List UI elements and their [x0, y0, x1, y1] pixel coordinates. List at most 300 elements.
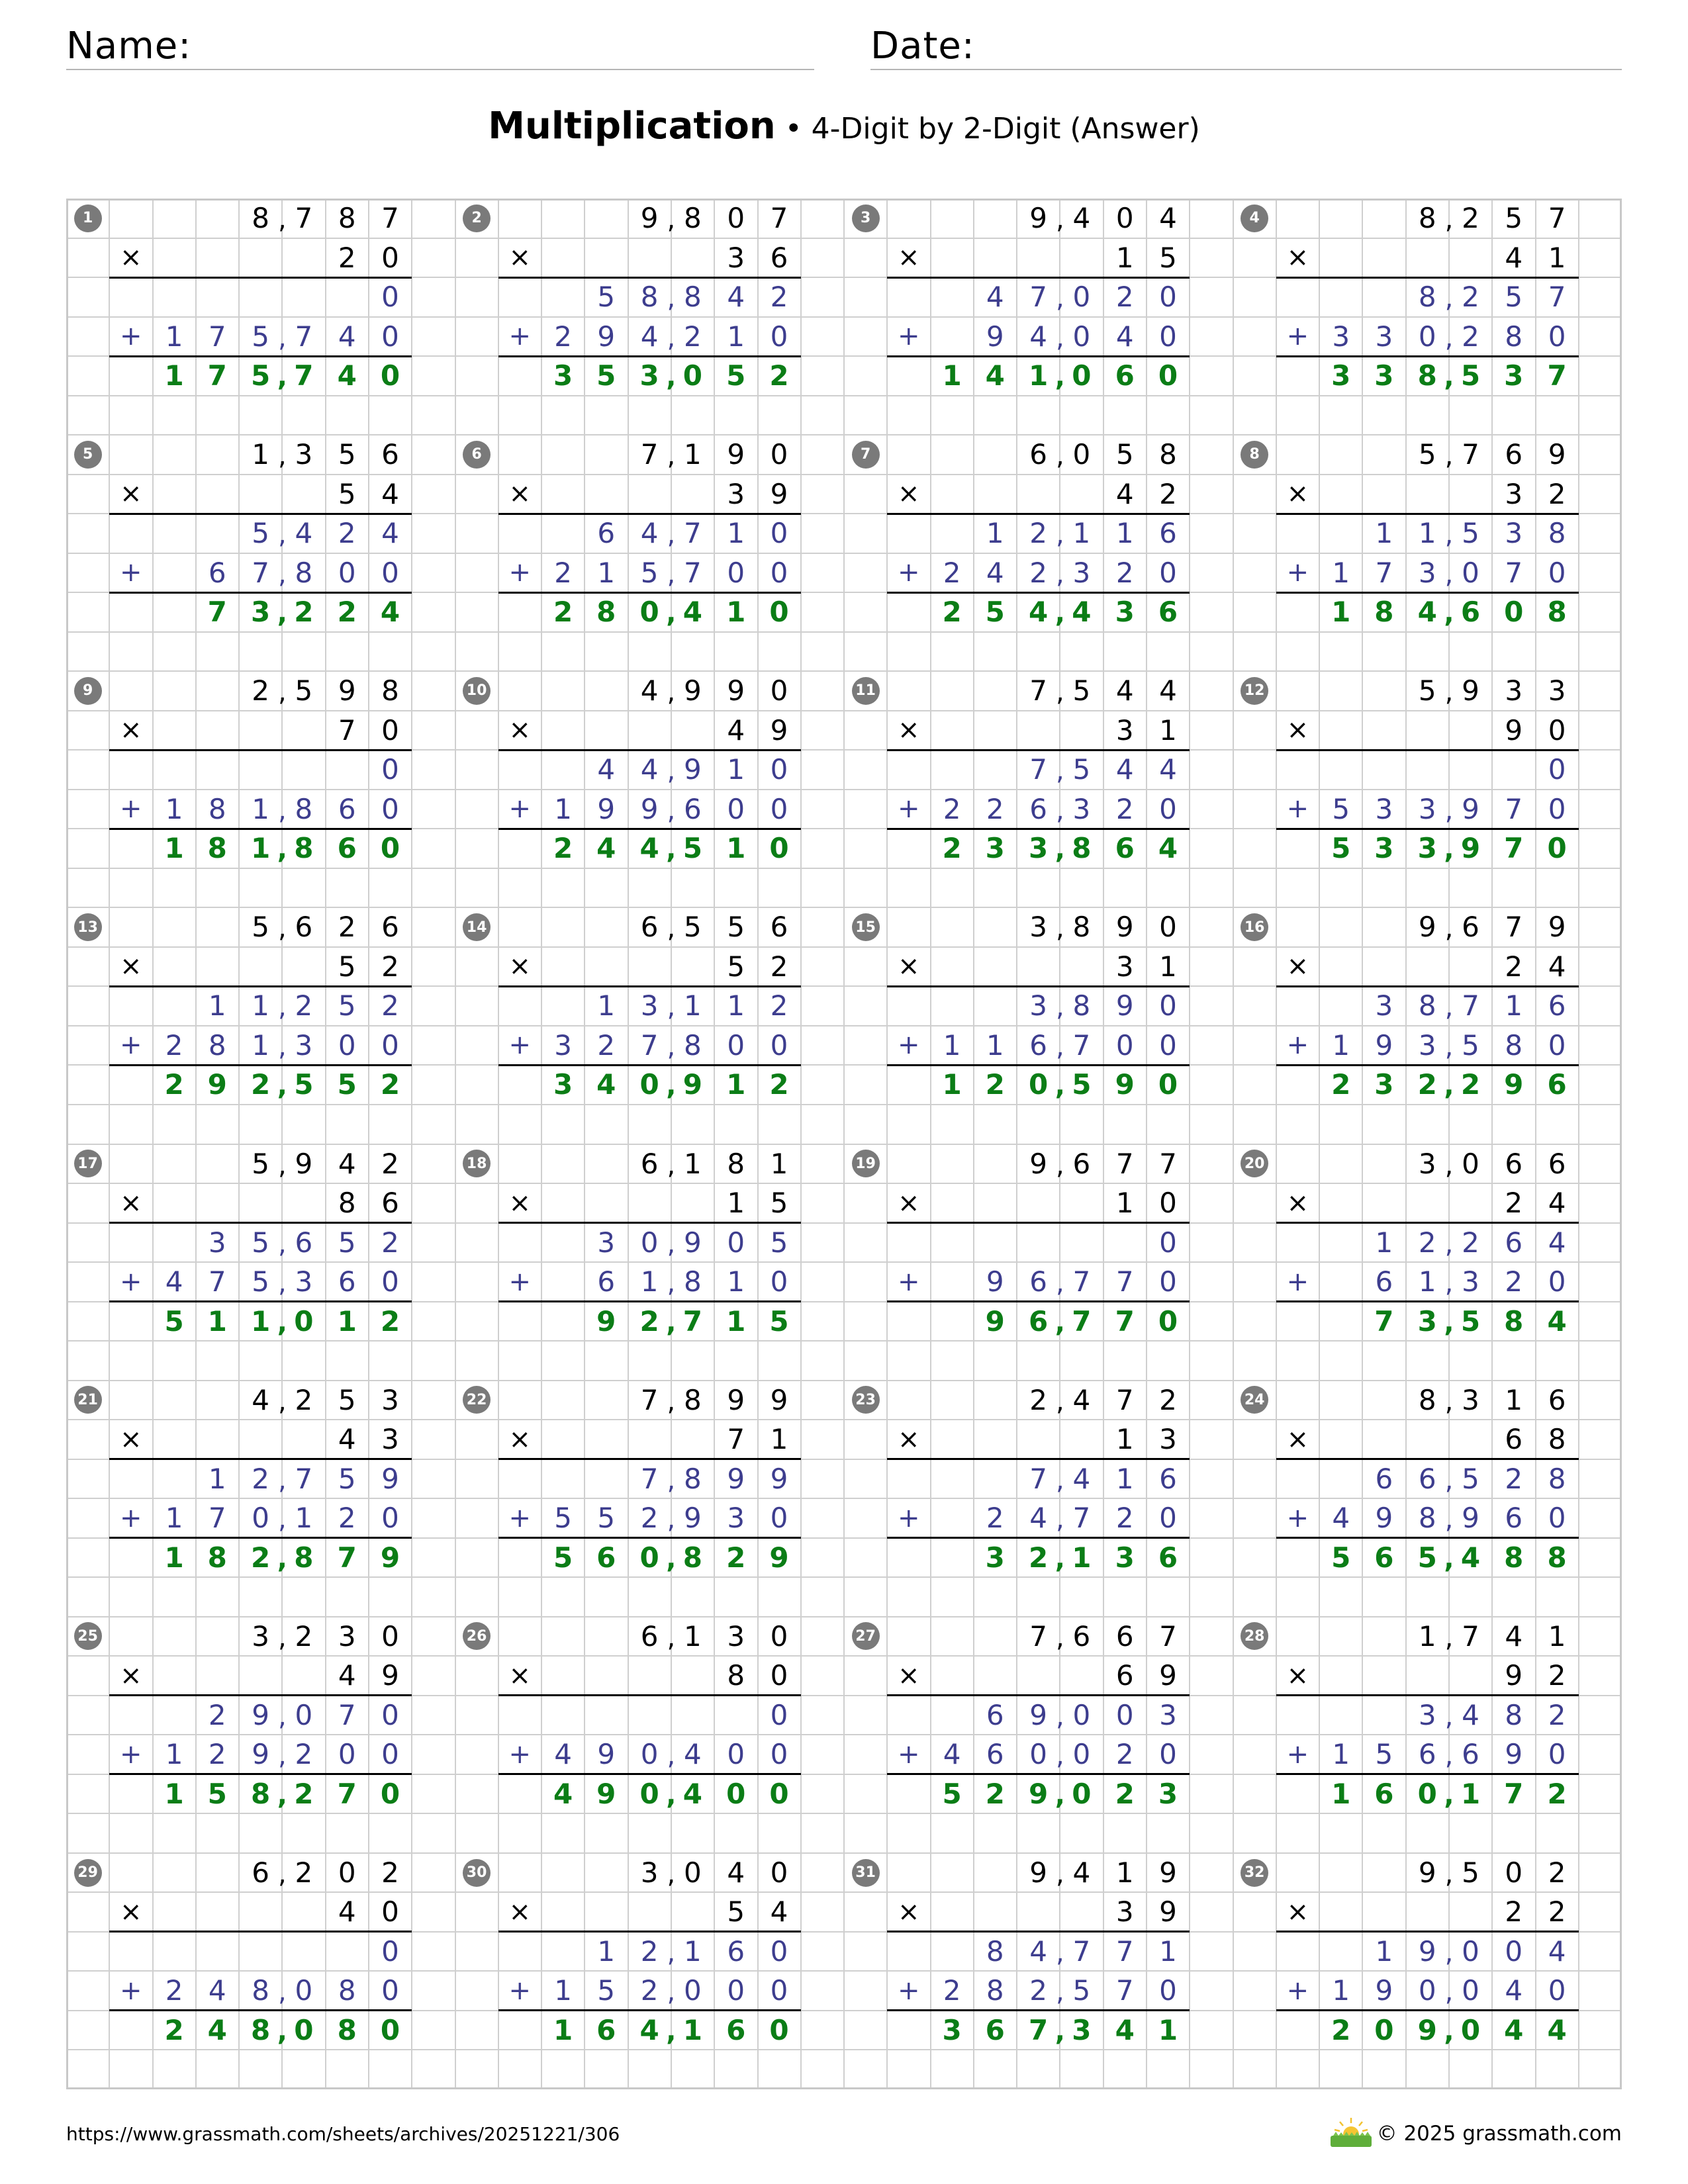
thousands-separator: , — [1055, 1071, 1065, 1102]
ans-digit: 1 — [250, 832, 271, 865]
plus-sign: + — [898, 1502, 920, 1533]
thousands-separator: , — [1056, 520, 1064, 551]
problem-number-badge: 26 — [463, 1622, 491, 1650]
thousands-separator: , — [278, 1858, 287, 1889]
top-digit: 5 — [1072, 674, 1091, 707]
times-sign: × — [120, 242, 142, 273]
times-sign: × — [898, 951, 920, 982]
p2-digit: 3 — [295, 1265, 313, 1298]
p2-digit: 4 — [338, 320, 356, 353]
p2-digit: 6 — [338, 792, 356, 825]
p2-digit: 2 — [338, 1502, 356, 1535]
top-digit: 2 — [252, 674, 269, 707]
p1-digit: 5 — [338, 989, 356, 1023]
p2-digit: 4 — [1115, 320, 1134, 353]
ans-digit: 0 — [380, 1777, 400, 1810]
sum-rule — [498, 828, 801, 830]
multiplication-rule — [887, 513, 1190, 515]
p1-digit: 1 — [1505, 989, 1523, 1023]
top-digit: 1 — [1505, 1383, 1523, 1416]
top-digit: 6 — [1462, 911, 1479, 944]
multiplication-rule — [1276, 1931, 1579, 1933]
thousands-separator: , — [667, 1386, 676, 1417]
p1-digit: 6 — [295, 1226, 313, 1259]
multiplication-rule — [1276, 1458, 1579, 1460]
p1-digit: 1 — [727, 517, 745, 550]
ans-digit: 1 — [1460, 1777, 1481, 1810]
thousands-separator: , — [278, 992, 287, 1023]
multiplication-rule — [109, 1931, 412, 1933]
top-digit: 7 — [1505, 911, 1523, 944]
top-digit: 0 — [1072, 438, 1091, 471]
plus-sign: + — [1286, 1739, 1309, 1770]
thousands-separator: , — [1444, 1150, 1454, 1181]
p1-digit: 4 — [1548, 1934, 1566, 1968]
thousands-separator: , — [1056, 283, 1064, 314]
thousands-separator: , — [667, 677, 676, 708]
ans-digit: 7 — [1028, 2013, 1049, 2046]
plus-sign: + — [898, 557, 920, 588]
thousands-separator: , — [1055, 362, 1065, 393]
thousands-separator: , — [667, 756, 676, 787]
problem-number-badge: 14 — [463, 913, 491, 941]
plus-sign: + — [1286, 794, 1309, 825]
ans-digit: 4 — [1115, 2013, 1135, 2046]
p1-digit: 1 — [208, 989, 226, 1023]
multiplication-rule — [887, 1222, 1190, 1224]
multiplication-rule — [1276, 749, 1579, 751]
p1-digit: 7 — [1029, 753, 1047, 786]
plus-sign: + — [120, 321, 142, 352]
thousands-separator: , — [278, 1701, 287, 1732]
ans-digit: 6 — [1374, 1541, 1394, 1574]
ans-digit: 7 — [337, 1541, 357, 1574]
ans-digit: 0 — [294, 1304, 314, 1338]
top-digit: 3 — [1029, 911, 1047, 944]
p1-digit: 9 — [1115, 989, 1134, 1023]
p2-digit: 1 — [252, 1028, 269, 1062]
ans-digit: 8 — [207, 832, 227, 865]
ans-digit: 5 — [726, 359, 746, 392]
problem-number-badge: 15 — [852, 913, 880, 941]
multiplication-rule — [887, 985, 1190, 987]
top-digit: 9 — [727, 1383, 745, 1416]
top-digit: 5 — [252, 1147, 269, 1180]
problem-number-badge: 29 — [74, 1859, 102, 1887]
ans-digit: 0 — [1158, 1304, 1178, 1338]
p2-digit: 0 — [770, 1502, 788, 1535]
ans-digit: 6 — [726, 2013, 746, 2046]
thousands-separator: , — [1055, 2016, 1065, 2047]
p2-digit: 9 — [640, 792, 659, 825]
top-digit: 3 — [338, 1619, 356, 1653]
name-label: Name: — [66, 24, 192, 68]
p2-digit: 1 — [943, 1028, 961, 1062]
ans-digit: 7 — [1504, 832, 1524, 865]
p2-digit: 2 — [1115, 1738, 1134, 1771]
p2-digit: 3 — [1418, 1028, 1436, 1062]
mul-digit: 5 — [770, 1187, 788, 1219]
p2-digit: 0 — [1548, 1028, 1566, 1062]
p1-digit: 6 — [727, 1934, 745, 1968]
top-digit: 0 — [684, 1856, 702, 1889]
ans-digit: 8 — [1072, 832, 1092, 865]
thousands-separator: , — [278, 1228, 287, 1259]
p1-digit: 8 — [1505, 1698, 1523, 1731]
top-digit: 9 — [640, 202, 659, 234]
ans-digit: 6 — [1460, 596, 1481, 629]
top-digit: 9 — [1115, 911, 1134, 944]
p2-digit: 3 — [554, 1028, 572, 1062]
ans-digit: 0 — [1158, 359, 1178, 392]
p1-digit: 0 — [381, 1698, 399, 1731]
ans-digit: 9 — [596, 1304, 616, 1338]
ans-digit: 5 — [207, 1777, 227, 1810]
p2-digit: 4 — [1505, 1974, 1523, 2007]
multiplication-rule — [498, 1222, 801, 1224]
p2-digit: 0 — [1159, 1028, 1177, 1062]
thousands-separator: , — [1056, 1386, 1064, 1417]
p2-digit: 0 — [338, 1028, 356, 1062]
p2-digit: 6 — [1029, 1028, 1047, 1062]
p2-digit: 0 — [1159, 320, 1177, 353]
ans-digit: 4 — [1547, 1304, 1567, 1338]
p2-digit: 8 — [338, 1974, 356, 2007]
ans-digit: 2 — [639, 1304, 659, 1338]
top-digit: 4 — [1072, 202, 1091, 234]
multiplication-rule — [498, 1458, 801, 1460]
mul-digit: 2 — [381, 950, 399, 983]
top-digit: 7 — [1115, 1147, 1134, 1180]
plus-sign: + — [1286, 1266, 1309, 1297]
problem-number-badge: 3 — [852, 205, 880, 232]
top-digit: 7 — [381, 202, 399, 234]
p1-digit: 8 — [1072, 989, 1091, 1023]
top-digit: 4 — [252, 1383, 269, 1416]
top-digit: 8 — [1159, 438, 1177, 471]
ans-digit: 5 — [337, 1068, 357, 1101]
plus-sign: + — [120, 1739, 142, 1770]
sum-rule — [887, 1773, 1190, 1775]
p1-digit: 4 — [381, 517, 399, 550]
thousands-separator: , — [1444, 1780, 1454, 1811]
p1-digit: 3 — [1418, 1698, 1436, 1731]
ans-digit: 9 — [207, 1068, 227, 1101]
p2-digit: 6 — [1418, 1738, 1436, 1771]
p2-digit: 2 — [640, 1502, 659, 1535]
top-digit: 3 — [640, 1856, 659, 1889]
top-digit: 5 — [338, 1383, 356, 1416]
times-sign: × — [1286, 478, 1309, 510]
p2-digit: 6 — [597, 1265, 616, 1298]
footer-url[interactable]: https://www.grassmath.com/sheets/archives/20251221/306 — [66, 2123, 620, 2145]
p2-digit: 0 — [1548, 320, 1566, 353]
thousands-separator: , — [1444, 2016, 1454, 2047]
problem-number-badge: 23 — [852, 1386, 880, 1414]
ans-digit: 6 — [596, 2013, 616, 2046]
p1-digit: 7 — [1115, 1934, 1134, 1968]
p2-digit: 2 — [986, 792, 1004, 825]
problem-number-badge: 27 — [852, 1622, 880, 1650]
sum-rule — [498, 592, 801, 594]
plus-sign: + — [1286, 557, 1309, 588]
thousands-separator: , — [277, 1780, 287, 1811]
p1-digit: 9 — [1418, 1934, 1436, 1968]
p2-digit: 2 — [295, 1738, 313, 1771]
p1-digit: 5 — [1462, 1462, 1479, 1495]
p2-digit: 8 — [295, 556, 313, 589]
top-digit: 1 — [252, 438, 269, 471]
ans-digit: 3 — [942, 2013, 962, 2046]
mul-digit: 4 — [338, 1659, 356, 1692]
mul-digit: 3 — [1115, 950, 1134, 983]
p2-digit: 6 — [986, 1738, 1004, 1771]
sum-rule — [1276, 1064, 1579, 1066]
p1-digit: 2 — [1462, 1226, 1479, 1259]
times-sign: × — [1286, 1424, 1309, 1455]
p1-digit: 4 — [640, 517, 659, 550]
title-main: Multiplication — [488, 105, 776, 148]
top-digit: 5 — [1505, 202, 1523, 234]
p2-digit: 6 — [684, 792, 702, 825]
p2-digit: 7 — [684, 556, 702, 589]
top-digit: 8 — [727, 1147, 745, 1180]
p2-digit: 9 — [986, 1265, 1004, 1298]
top-digit: 6 — [1115, 1619, 1134, 1653]
p1-digit: 4 — [986, 281, 1004, 313]
top-digit: 9 — [1029, 1147, 1047, 1180]
p1-digit: 2 — [381, 989, 399, 1023]
p1-digit: 1 — [1115, 1462, 1134, 1495]
thousands-separator: , — [1444, 1741, 1454, 1772]
mul-digit: 2 — [1548, 1659, 1566, 1692]
thousands-separator: , — [1056, 322, 1064, 353]
top-digit: 4 — [1505, 1619, 1523, 1653]
p1-digit: 3 — [1159, 1698, 1177, 1731]
ans-digit: 4 — [682, 596, 702, 629]
top-digit: 3 — [1548, 674, 1566, 707]
top-digit: 9 — [1159, 1856, 1177, 1889]
mul-digit: 4 — [338, 1423, 356, 1456]
top-digit: 6 — [640, 1147, 659, 1180]
times-sign: × — [120, 1187, 142, 1218]
sum-rule — [498, 355, 801, 357]
thousands-separator: , — [667, 1622, 676, 1653]
p1-digit: 3 — [208, 1226, 226, 1259]
thousands-separator: , — [1444, 283, 1454, 314]
thousands-separator: , — [1444, 1937, 1454, 1968]
p2-digit: 7 — [208, 320, 226, 353]
mul-digit: 5 — [727, 950, 745, 983]
ans-digit: 8 — [1417, 359, 1437, 392]
thousands-separator: , — [666, 1071, 677, 1102]
multiplication-rule — [887, 1931, 1190, 1933]
mul-digit: 3 — [1159, 1423, 1177, 1456]
p2-digit: 0 — [252, 1502, 269, 1535]
date-field[interactable] — [870, 20, 1622, 70]
p1-digit: 8 — [1548, 1462, 1566, 1495]
thousands-separator: , — [666, 1543, 677, 1574]
p2-digit: 5 — [1462, 1028, 1479, 1062]
p2-digit: 0 — [1072, 1738, 1091, 1771]
mul-digit: 9 — [1159, 1895, 1177, 1929]
thousands-separator: , — [1444, 441, 1454, 472]
multiplication-rule — [109, 1694, 412, 1696]
top-digit: 1 — [770, 1147, 788, 1180]
mul-digit: 2 — [1548, 1895, 1566, 1929]
top-digit: 7 — [1462, 1619, 1479, 1653]
p2-digit: 9 — [1375, 1974, 1393, 2007]
p2-digit: 5 — [1332, 792, 1350, 825]
plus-sign: + — [120, 794, 142, 825]
p2-digit: 0 — [1115, 1028, 1134, 1062]
p1-digit: 0 — [1072, 1698, 1091, 1731]
sum-rule — [887, 592, 1190, 594]
ans-digit: 7 — [294, 359, 314, 392]
p1-digit: 2 — [770, 989, 788, 1023]
p2-digit: 0 — [1548, 1974, 1566, 2007]
p2-digit: 0 — [381, 1265, 399, 1298]
p2-digit: 4 — [986, 556, 1004, 589]
multiplication-rule — [498, 985, 801, 987]
p1-digit: 0 — [770, 753, 788, 786]
p2-digit: 2 — [943, 1974, 961, 2007]
p1-digit: 2 — [252, 1462, 269, 1495]
p1-digit: 4 — [727, 281, 745, 313]
p1-digit: 6 — [1375, 1462, 1393, 1495]
top-digit: 8 — [684, 1383, 702, 1416]
p2-digit: 2 — [1462, 320, 1479, 353]
mul-digit: 2 — [770, 950, 788, 983]
ans-digit: 4 — [639, 2013, 659, 2046]
thousands-separator: , — [1055, 1543, 1065, 1574]
name-field[interactable] — [66, 20, 814, 70]
thousands-separator: , — [278, 795, 287, 826]
p1-digit: 4 — [597, 753, 616, 786]
p1-digit: 4 — [1072, 1462, 1091, 1495]
top-digit: 6 — [1029, 438, 1047, 471]
p2-digit: 4 — [640, 320, 659, 353]
ans-digit: 0 — [682, 359, 702, 392]
mul-digit: 9 — [1505, 713, 1523, 747]
ans-digit: 8 — [294, 1541, 314, 1574]
p2-digit: 0 — [338, 1738, 356, 1771]
ans-digit: 1 — [726, 596, 746, 629]
thousands-separator: , — [667, 1465, 676, 1496]
mul-digit: 9 — [381, 1659, 399, 1692]
top-digit: 0 — [381, 1619, 399, 1653]
problem-number-badge: 5 — [74, 441, 102, 469]
top-digit: 0 — [770, 438, 788, 471]
times-sign: × — [508, 1660, 532, 1691]
page-title — [0, 105, 1688, 148]
p1-digit: 0 — [1505, 1934, 1523, 1968]
top-digit: 5 — [252, 911, 269, 944]
ans-digit: 8 — [207, 1541, 227, 1574]
multiplication-rule — [887, 749, 1190, 751]
ans-digit: 5 — [294, 1068, 314, 1101]
p2-digit: 0 — [727, 1028, 745, 1062]
multiplication-rule — [498, 277, 801, 279]
p2-digit: 4 — [165, 1265, 183, 1298]
p1-digit: 6 — [1548, 989, 1566, 1023]
top-digit: 2 — [1029, 1383, 1047, 1416]
top-digit: 1 — [684, 1619, 702, 1653]
p2-digit: 4 — [943, 1738, 961, 1771]
mul-digit: 3 — [727, 241, 745, 274]
p1-digit: 2 — [381, 1226, 399, 1259]
mul-digit: 1 — [1159, 950, 1177, 983]
problem-number-badge: 2 — [463, 205, 491, 232]
ans-digit: 6 — [1028, 1304, 1049, 1338]
p1-digit: 0 — [770, 517, 788, 550]
sum-rule — [109, 355, 412, 357]
times-sign: × — [508, 478, 532, 510]
p1-digit: 1 — [1418, 517, 1436, 550]
thousands-separator: , — [667, 283, 676, 314]
thousands-separator: , — [1444, 992, 1454, 1023]
top-digit: 9 — [1462, 674, 1479, 707]
ans-digit: 6 — [1547, 1068, 1567, 1101]
ans-digit: 7 — [207, 359, 227, 392]
ans-digit: 0 — [1072, 359, 1092, 392]
p1-digit: 4 — [1548, 1226, 1566, 1259]
top-digit: 2 — [295, 1856, 313, 1889]
problem-number-badge: 9 — [74, 677, 102, 705]
p2-digit: 3 — [295, 1028, 313, 1062]
ans-digit: 2 — [769, 359, 789, 392]
multiplication-rule — [1276, 1222, 1579, 1224]
times-sign: × — [120, 1424, 142, 1455]
times-sign: × — [1286, 715, 1309, 746]
plus-sign: + — [508, 1739, 532, 1770]
p1-digit: 1 — [1159, 1934, 1177, 1968]
ans-digit: 2 — [337, 596, 357, 629]
thousands-separator: , — [1056, 1701, 1064, 1732]
p2-digit: 8 — [295, 792, 313, 825]
ans-digit: 3 — [1158, 1777, 1178, 1810]
p2-digit: 1 — [165, 1738, 183, 1771]
ans-digit: 0 — [726, 1777, 746, 1810]
problem-number-badge: 12 — [1241, 677, 1268, 705]
thousands-separator: , — [1444, 322, 1454, 353]
p2-digit: 2 — [640, 1974, 659, 2007]
thousands-separator: , — [278, 559, 287, 590]
p1-digit: 0 — [381, 1934, 399, 1968]
p1-digit: 5 — [252, 1226, 269, 1259]
p1-digit: 1 — [208, 1462, 226, 1495]
mul-digit: 2 — [1548, 477, 1566, 510]
p2-digit: 3 — [727, 1502, 745, 1535]
thousands-separator: , — [1056, 1977, 1064, 2008]
thousands-separator: , — [1056, 992, 1064, 1023]
thousands-separator: , — [1444, 1543, 1454, 1574]
ans-digit: 8 — [1547, 596, 1567, 629]
ans-digit: 2 — [942, 596, 962, 629]
p2-digit: 9 — [1375, 1028, 1393, 1062]
multiplication-rule — [109, 277, 412, 279]
thousands-separator: , — [278, 1268, 287, 1299]
times-sign: × — [120, 1660, 142, 1691]
p2-digit: 2 — [1029, 1974, 1047, 2007]
ans-digit: 0 — [769, 832, 789, 865]
multiplication-rule — [498, 513, 801, 515]
thousands-separator: , — [1056, 1268, 1064, 1299]
p2-digit: 4 — [1332, 1502, 1350, 1535]
worksheet-grid — [66, 199, 1622, 2089]
thousands-separator: , — [667, 520, 676, 551]
thousands-separator: , — [278, 520, 287, 551]
